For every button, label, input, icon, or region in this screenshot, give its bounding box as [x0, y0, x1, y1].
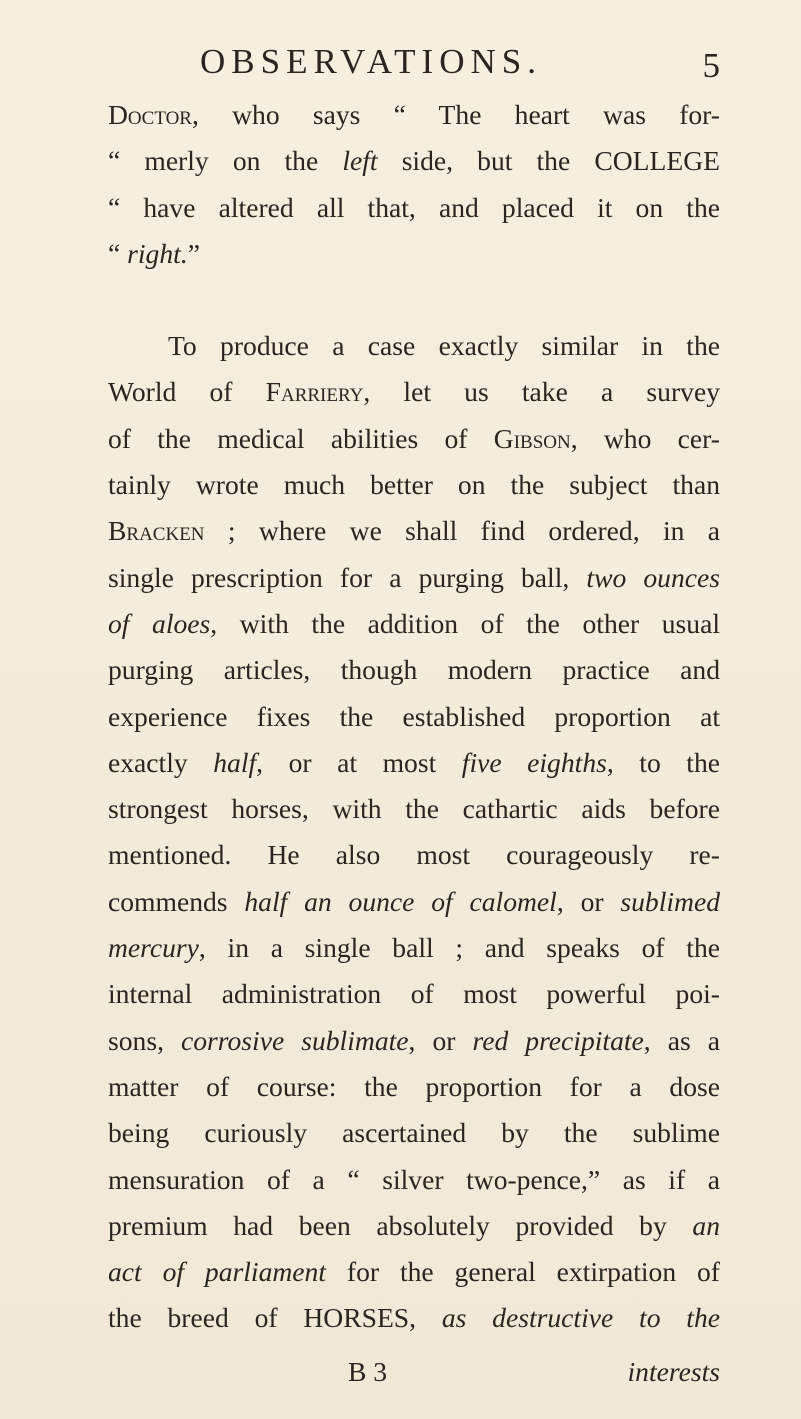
- text-segment: ; where we shall find ordered, in a: [204, 515, 720, 547]
- italic-text: red precipitate: [472, 1024, 644, 1056]
- text-line: purging articles, though modern practice and: [108, 654, 720, 686]
- italic-text: as destructive to the: [441, 1302, 721, 1334]
- text-segment: “ merly on the: [108, 145, 343, 177]
- text-line: internal administration of most powerful poi-: [108, 978, 720, 1010]
- italic-text: an: [692, 1209, 720, 1241]
- italic-text: five eighths: [461, 746, 607, 778]
- text-segment: , or: [556, 885, 621, 917]
- paragraph-gap: [108, 277, 720, 323]
- text-segment: , or at most: [256, 746, 462, 778]
- name-doctor: Doctor: [108, 99, 192, 130]
- text-line: mentioned. He also most courageously re-: [108, 839, 720, 871]
- text-line: [108, 369, 720, 415]
- text-line: [108, 601, 720, 647]
- text-line: [108, 740, 720, 786]
- page-footer: [108, 1356, 720, 1402]
- text-line: [108, 92, 720, 138]
- italic-text: right.: [127, 237, 188, 269]
- italic-text: of aloes: [108, 607, 211, 639]
- text-segment: , to the: [606, 746, 721, 778]
- text-line: experience fixes the established proportion at: [108, 700, 720, 732]
- text-line: [108, 508, 720, 554]
- text-segment: single prescription for a purging ball,: [108, 561, 587, 593]
- italic-text: mercury: [108, 932, 199, 964]
- text-line: [108, 1295, 720, 1341]
- text-line: [108, 138, 720, 184]
- text-segment: , as a: [643, 1024, 720, 1056]
- catchword: interests: [627, 1356, 720, 1387]
- text-segment: sons,: [108, 1024, 181, 1056]
- text-segment: commends: [108, 885, 245, 917]
- text-segment: the breed of HORSES,: [108, 1302, 442, 1334]
- text-line: [108, 1018, 720, 1064]
- text-line: [108, 1249, 720, 1295]
- text-line: [108, 879, 720, 925]
- text-line: [108, 416, 720, 462]
- body-text: [108, 92, 720, 1342]
- text-line: [108, 555, 720, 601]
- text-line: strongest horses, with the cathartic aids before: [108, 793, 720, 825]
- page-number: 5: [702, 46, 720, 85]
- text-segment: ”: [187, 237, 200, 269]
- text-line: being curiously ascertained by the sublime: [108, 1117, 720, 1149]
- text-segment: “: [108, 237, 128, 269]
- text-segment: exactly: [108, 746, 214, 778]
- text-line: mensuration of a “ silver two-pence,” as if a: [108, 1163, 720, 1195]
- italic-text: two ounces: [586, 561, 721, 593]
- text-segment: World of: [108, 376, 266, 408]
- text-line: [108, 1203, 720, 1249]
- signature-mark: B 3: [348, 1356, 388, 1387]
- text-line: “ have altered all that, and placed it on the: [108, 191, 720, 223]
- italic-text: half: [213, 746, 257, 778]
- italic-text: sublimed: [620, 885, 721, 917]
- text-line: To produce a case exactly similar in the: [168, 330, 720, 362]
- text-line: [108, 925, 720, 971]
- running-head: OBSERVATIONS.: [200, 42, 542, 81]
- page-header: [200, 42, 720, 92]
- text-segment: premium had been absolutely provided by: [108, 1209, 693, 1241]
- italic-text: act of parliament: [108, 1256, 327, 1288]
- small-caps-text: Farriery: [265, 376, 364, 408]
- text-segment: , who cer-: [570, 422, 720, 454]
- text-segment: , in a single ball ; and speaks of the: [198, 932, 720, 964]
- text-line: matter of course: the proportion for a dose: [108, 1070, 720, 1102]
- text-line: [108, 231, 720, 277]
- small-caps-text: Bracken: [108, 515, 205, 547]
- text-segment: side, but the COLLEGE: [377, 145, 721, 177]
- text-segment: , or: [408, 1024, 473, 1056]
- small-caps-text: Gibson: [493, 422, 571, 454]
- text-line: tainly wrote much better on the subject than: [108, 469, 720, 501]
- text-segment: of the medical abilities of: [108, 422, 494, 454]
- text-segment: , let us take a survey: [363, 376, 720, 408]
- italic-text: half an ounce of calomel: [244, 885, 557, 917]
- text-segment: for the general extirpation of: [326, 1256, 721, 1288]
- text-segment: , with the addition of the other usual: [210, 607, 720, 639]
- text-segment: , who says “ The heart was for-: [191, 99, 720, 130]
- italic-text: corrosive sublimate: [181, 1024, 409, 1056]
- italic-text: left: [342, 145, 378, 177]
